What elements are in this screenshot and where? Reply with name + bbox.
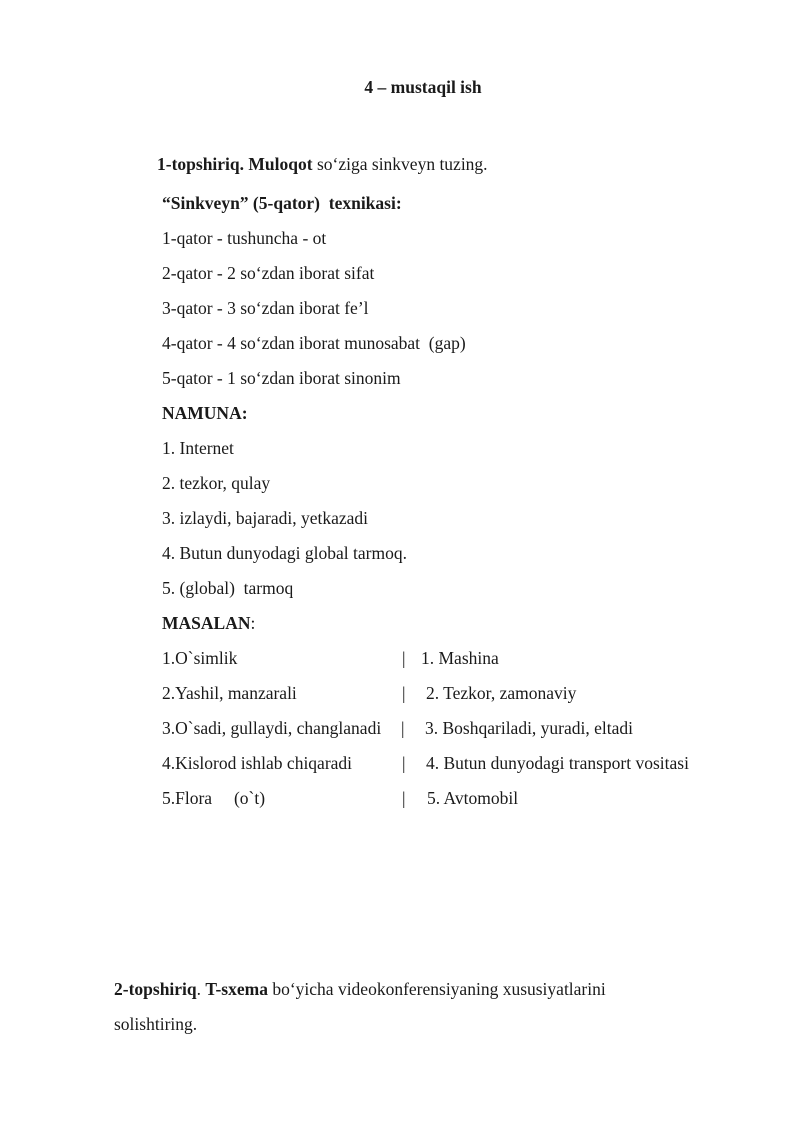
task2-dot: . <box>196 979 202 999</box>
sample-line: 2. tezkor, qulay <box>162 473 271 493</box>
task1-keyword: Muloqot <box>248 154 313 174</box>
example-heading-label: MASALAN <box>162 613 251 633</box>
task2-text: bo‘yicha videokonferensiyaning xususiyatlarini <box>272 979 606 999</box>
example-left: 4.Kislorod ishlab chiqaradi <box>162 753 353 773</box>
example-left: 2.Yashil, manzarali <box>162 683 297 703</box>
example-left: 3.O`sadi, gullaydi, changlanadi <box>162 718 382 738</box>
example-separator: | <box>402 683 406 703</box>
task1-line <box>157 153 488 175</box>
example-left: 5.Flora (o`t) <box>162 788 266 808</box>
task2-label: 2-topshiriq <box>114 979 197 999</box>
rule-line: 1-qator - tushuncha - ot <box>162 228 327 248</box>
task2-line <box>114 978 606 1000</box>
example-separator: | <box>402 788 406 808</box>
example-heading <box>162 612 255 634</box>
sample-line: 4. Butun dunyodagi global tarmoq. <box>162 543 407 563</box>
example-separator: | <box>402 753 406 773</box>
task1-text: so‘ziga sinkveyn tuzing. <box>316 154 488 174</box>
task2-keyword: T-sxema <box>205 979 268 999</box>
example-right: 4. Butun dunyodagi transport vositasi <box>426 753 689 773</box>
technique-heading: “Sinkveyn” (5-qator) texnikasi: <box>162 193 402 213</box>
rule-line: 2-qator - 2 so‘zdan iborat sifat <box>162 263 375 283</box>
example-right: 1. Mashina <box>421 648 499 668</box>
rule-line: 4-qator - 4 so‘zdan iborat munosabat (gap) <box>162 333 466 353</box>
sample-heading: NAMUNA: <box>162 403 248 423</box>
sample-line: 1. Internet <box>162 438 234 458</box>
rule-line: 5-qator - 1 so‘zdan iborat sinonim <box>162 368 401 388</box>
example-right: 2. Tezkor, zamonaviy <box>426 683 577 703</box>
sample-line: 5. (global) tarmoq <box>162 578 294 598</box>
example-right: 3. Boshqariladi, yuradi, eltadi <box>425 718 634 738</box>
task2-continuation: solishtiring. <box>114 1014 198 1034</box>
sample-line: 3. izlaydi, bajaradi, yetkazadi <box>162 508 369 528</box>
example-left: 1.O`simlik <box>162 648 238 668</box>
example-separator: | <box>402 648 406 668</box>
task1-label: 1-topshiriq. <box>157 154 245 174</box>
example-separator: | <box>401 718 405 738</box>
rule-line: 3-qator - 3 so‘zdan iborat fe’l <box>162 298 369 318</box>
page-title: 4 – mustaqil ish <box>364 77 482 97</box>
example-right: 5. Avtomobil <box>427 788 519 808</box>
example-heading-colon: : <box>250 613 256 633</box>
